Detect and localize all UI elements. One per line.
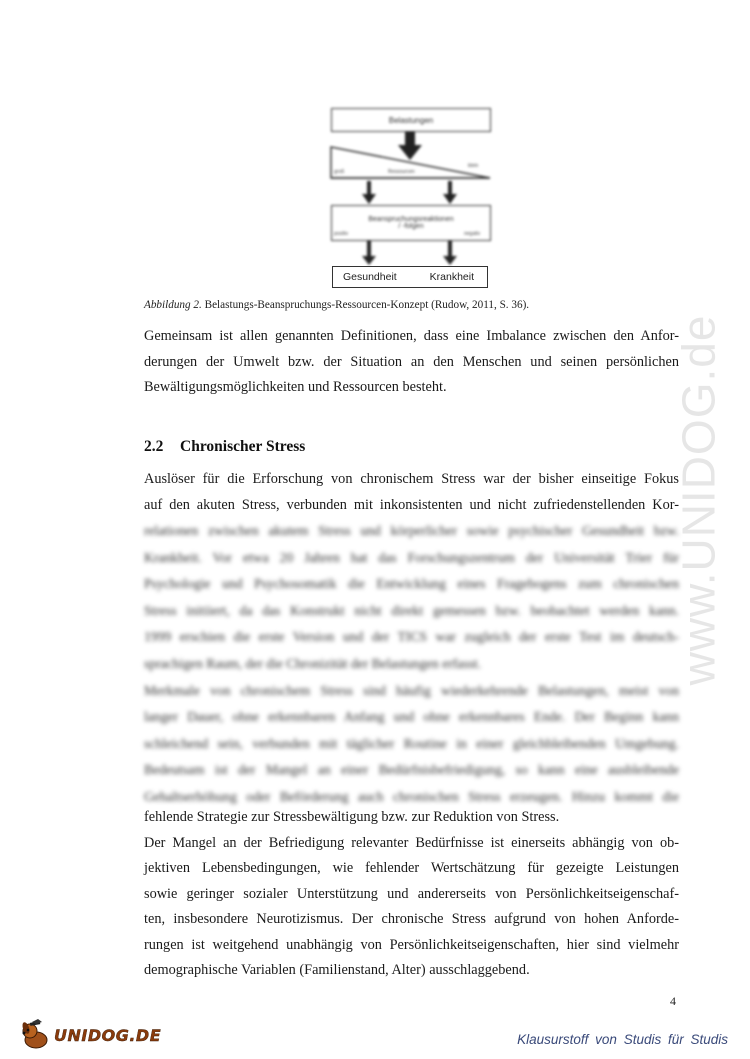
section-number: 2.2 (144, 438, 164, 455)
text-line: derungen der Umwelt bzw. der Situation an den Menschen und seinen persönlichen (144, 353, 679, 370)
scale-left-label: groß (334, 169, 345, 175)
blurred-paragraph (144, 518, 679, 811)
paragraph-1 (144, 324, 679, 401)
caption-text: Belastungs-Beanspruchungs-Ressourcen-Konzept (Rudow, 2011, S. 36). (201, 299, 530, 311)
watermark (668, 270, 728, 730)
blurred-text-line: 1999 erschien die erste Version und der TICS war zugleich der erste Test im deutsch- (144, 629, 679, 645)
middle-left-label: positiv (334, 231, 349, 237)
watermark-text: www.UNIDOG.de (672, 314, 725, 686)
blurred-text-line: schleichend sein, verbunden mit täglicher Routine in einer gleichbleibenden Umgebung. (144, 735, 679, 751)
blurred-text-line: Stress initiiert, da das Konstrukt nicht direkt gemessen bzw. beobachtet werden kann. (144, 602, 679, 618)
text-line: fehlende Strategie zur Stressbewältigung bzw. zur Reduktion von Stress. (144, 809, 560, 825)
footer-tagline: Klausurstoff von Studis für Studis (517, 1032, 728, 1047)
paragraph-3 (144, 805, 679, 984)
unidog-logo[interactable] (18, 1018, 161, 1052)
text-line: sowie geringer sozialer Unterstützung und andererseits von Persönlichkeitseigenschaf- (144, 885, 679, 902)
blurred-text-line: langer Dauer, ohne erkennbaren Anfang und ohne erkennbares Ende. Der Beginn kann (144, 709, 679, 725)
blurred-text-line: Bedeutsam ist der Mangel an einer Bedürfnisbefriedigung, so kann eine ausbleibende (144, 762, 679, 778)
section-heading (144, 438, 305, 456)
middle-box-line2: / -folgen (398, 223, 424, 230)
caption-label: Abbildung 2. (144, 299, 202, 311)
scale-mid-label: Ressourcen (388, 169, 415, 175)
paragraph-2 (144, 467, 679, 518)
text-line: auf den akuten Stress, verbunden mit inkonsistenten und nicht zufriedenstellenden Kor- (144, 496, 679, 513)
text-line: Bewältigungsmöglichkeiten und Ressourcen besteht. (144, 379, 447, 395)
blurred-text-line: sprachigen Raum, der die Chronizität der Belastungen erfasst. (144, 655, 482, 671)
blurred-text-line: Krankheit. Vor etwa 20 Jahren hat das Forschungszentrum der Universität Trier für (144, 549, 679, 565)
logo-text: UNIDOG.DE (54, 1025, 162, 1045)
blurred-text-line: Gehaltserhöhung oder Beförderung auch chronischen Stress erzeugen. Hinzu kommt die (144, 788, 679, 804)
middle-box-line1: Beanspruchungsreaktionen (368, 216, 454, 223)
section-title: Chronischer Stress (180, 438, 306, 455)
dog-icon (18, 1018, 52, 1052)
blurred-text-line: Psychologie und Psychosomatik die Entwicklung eines Fragebogens zum chronischen (144, 576, 679, 592)
result-left-label: Gesundheit (343, 271, 397, 283)
text-line: Der Mangel an der Befriedigung relevanter Bedürfnisse ist einerseits abhängig von ob- (144, 834, 679, 851)
text-line: demographische Variablen (Familienstand, Alter) ausschlaggebend. (144, 962, 530, 978)
page-number: 4 (670, 994, 676, 1008)
text-line: ten, insbesondere Neurotizismus. Der chronische Stress aufgrund von hohen Anforde- (144, 911, 679, 927)
middle-right-label: negativ (464, 231, 481, 237)
text-line: Auslöser für die Erforschung von chronischem Stress war der bisher einseitige Fokus (144, 471, 679, 487)
text-line: jektiven Lebensbedingungen, wie fehlender Wertschätzung für gezeigte Leistungen (144, 860, 679, 876)
scale-right-label: klein (468, 163, 479, 169)
text-line: rungen ist weitgehend unabhängig von Persönlichkeitseigenschaften, hier sind vielmehr (144, 936, 679, 953)
figure-caption (144, 299, 529, 311)
result-right-label: Krankheit (429, 271, 474, 283)
blurred-text-line: Merkmale von chronischem Stress sind häufig wiederkehrende Belastungen, meist von (144, 682, 679, 698)
blurred-text-line: relationen zwischen akutem Stress und körperlicher sowie psychischer Gesundheit bzw. (144, 523, 679, 538)
text-line: Gemeinsam ist allen genannten Definitionen, dass eine Imbalance zwischen den Anfor- (144, 328, 679, 344)
diagram-top-label: Belastungen (388, 115, 434, 125)
diagram-result-box (332, 266, 488, 288)
